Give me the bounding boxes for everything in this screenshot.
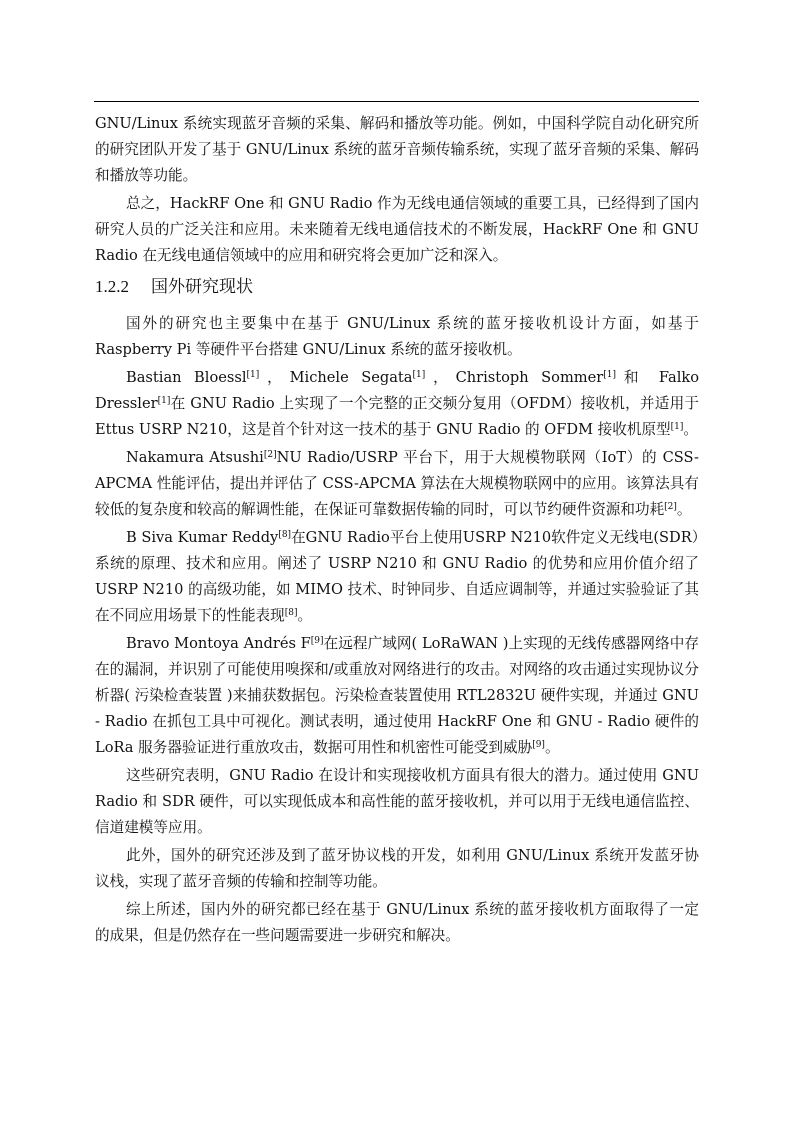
section-heading — [95, 273, 699, 301]
citation: [9] — [310, 636, 324, 646]
paragraph — [95, 445, 699, 523]
citation: [2] — [664, 502, 677, 512]
paragraph — [95, 631, 699, 761]
citation: [1] — [412, 370, 426, 380]
paragraph-text: 。 — [683, 421, 698, 438]
paragraph: 综上所述，国内外的研究都已经在基于 GNU/Linux 系统的蓝牙接收机方面取得了一定的成果，但是仍然存在一些问题需要进一步研究和解决。 — [95, 901, 699, 944]
paragraph: GNU/Linux 系统实现蓝牙音频的采集、解码和播放等功能。例如，中国科学院自动化研究所的研究团队开发了基于 GNU/Linux 系统的蓝牙音频传输系统，实现了蓝牙音频的采集、解码和播放等功能。 — [95, 115, 699, 184]
author-name: ，Michele Segata — [259, 369, 413, 386]
paragraph: 这些研究表明，GNU Radio 在设计和实现接收机方面具有很大的潜力。通过使用 GNU Radio 和 SDR 硬件，可以实现低成本和高性能的蓝牙接收机，并可以用于无线电通信监控、信道建模等应用。 — [95, 767, 699, 836]
paragraph-text: NU Radio/USRP 平台下，用于大规模物联网（IoT）的 CSS-APCMA 性能评估，提出并评估了 CSS-APCMA 算法在大规模物联网中的应用。该算法具有较低的复杂度和较高的解调性能，在保证可靠数据传输的同时，可以节约硬件资源和功耗 — [95, 449, 699, 518]
paragraph: 此外，国外的研究还涉及到了蓝牙协议栈的开发，如利用 GNU/Linux 系统开发蓝牙协议栈，实现了蓝牙音频的传输和控制等功能。 — [95, 847, 699, 890]
paragraph-text: 。 — [544, 739, 560, 756]
citation: [1] — [246, 370, 260, 380]
header-rule — [94, 101, 699, 102]
paragraph: 国外的研究也主要集中在基于 GNU/Linux 系统的蓝牙接收机设计方面，如基于 Raspberry Pi 等硬件平台搭建 GNU/Linux 系统的蓝牙接收机。 — [95, 315, 699, 358]
citation: [1] — [157, 396, 171, 406]
paragraph — [95, 525, 699, 629]
paragraph-text: 在远程广域网( LoRaWAN )上实现的无线传感器网络中存在的漏洞，并识别了可能使用嗅探和/或重放对网络进行的攻击。对网络的攻击通过实现协议分析器( 污染检查装置 )来捕获数据包。污染检查装置使用 RTL2832U 硬件实现，并通过 GNU - Radio 在抓包工具中可视化。测试表明，通过使用 HackRF One 和 GNU - Radio 硬件的 LoRa 服务器验证进行重放攻击，数据可用性和机密性可能受到威胁 — [95, 635, 699, 756]
author-name: ，Christoph Sommer — [425, 369, 604, 386]
citation: [8] — [278, 530, 292, 540]
citation: [1] — [670, 422, 684, 432]
citation: [8] — [284, 608, 298, 618]
paragraph-text: 。 — [676, 501, 692, 518]
author-name: Bravo Montoya Andrés F — [126, 635, 311, 652]
author-name: Nakamura Atsushi — [126, 449, 264, 466]
citation: [9] — [532, 740, 545, 750]
paragraph-text: 在GNU Radio平台上使用USRP N210软件定义无线电(SDR）系统的原理、技术和应用。阐述了 USRP N210 和 GNU Radio 的优势和应用价值介绍了 USRP N210 的高级功能，如 MIMO 技术、时钟同步、自适应调制等，并通过实验验证了其在不同应用场景下的性能表现 — [95, 529, 700, 624]
author-name: B Siva Kumar Reddy — [126, 529, 279, 546]
section-title: 国外研究现状 — [151, 277, 253, 297]
body-text — [95, 111, 699, 951]
paragraph — [95, 365, 699, 443]
section-number: 1.2.2 — [95, 277, 129, 296]
paragraph-text: 。 — [297, 607, 313, 624]
author-name: Bastian Bloessl — [126, 369, 247, 386]
citation: [1] — [603, 370, 617, 380]
citation: [2] — [263, 450, 277, 460]
paragraph: 总之，HackRF One 和 GNU Radio 作为无线电通信领域的重要工具，已经得到了国内研究人员的广泛关注和应用。未来随着无线电通信技术的不断发展，HackRF One 和 GNU Radio 在无线电通信领域中的应用和研究将会更加广泛和深入。 — [95, 195, 699, 264]
author-name: 和 Falko Dressler — [95, 369, 699, 412]
paragraph-text: 在 GNU Radio 上实现了一个完整的正交频分复用（OFDM）接收机，并适用于 Ettus USRP N210，这是首个针对这一技术的基于 GNU Radio 的 OFDM 接收机原型 — [95, 395, 699, 438]
